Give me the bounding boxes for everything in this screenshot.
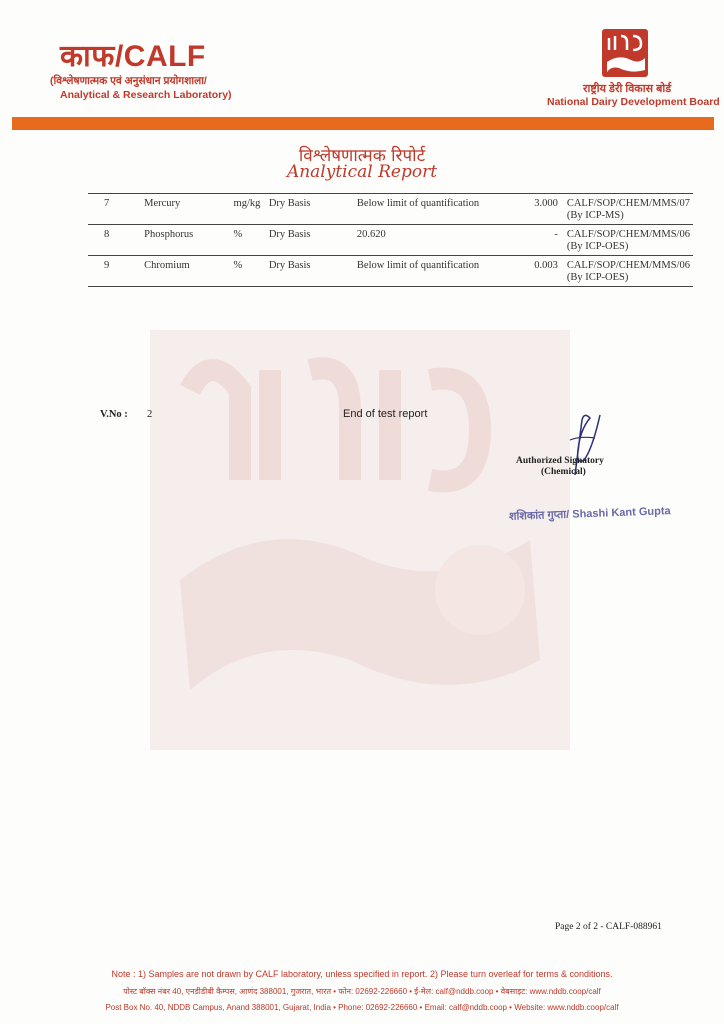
page-number: Page 2 of 2 - CALF-088961 bbox=[555, 922, 662, 932]
signatory-department: (Chemical) bbox=[541, 467, 586, 477]
table-row bbox=[88, 225, 693, 256]
header-divider-bar bbox=[12, 117, 714, 130]
report-title-english: Analytical Report bbox=[286, 162, 438, 182]
cell-basis: Dry Basis bbox=[268, 229, 311, 240]
nddb-english-name: National Dairy Development Board bbox=[547, 96, 720, 108]
cell-unit: % bbox=[233, 260, 243, 271]
results-table bbox=[88, 193, 693, 287]
cell-method: CALF/SOP/CHEM/MMS/06 (By ICP-OES) bbox=[566, 229, 690, 252]
cell-parameter: Chromium bbox=[144, 260, 190, 271]
table-row bbox=[88, 194, 693, 225]
end-of-report-text: End of test report bbox=[343, 408, 428, 420]
cell-lod: - bbox=[554, 229, 558, 240]
calf-logo-text: काफ/CALF bbox=[60, 40, 206, 73]
cell-result: 20.620 bbox=[356, 229, 386, 240]
table-row bbox=[88, 256, 693, 287]
cell-sno: 8 bbox=[104, 229, 110, 240]
authorized-signatory-label: Authorized Signatory bbox=[516, 456, 604, 466]
cell-sno: 7 bbox=[104, 198, 110, 209]
cell-unit: mg/kg bbox=[233, 198, 261, 209]
cell-parameter: Phosphorus bbox=[144, 229, 194, 240]
cell-result: Below limit of quantification bbox=[356, 260, 480, 271]
cell-method: CALF/SOP/CHEM/MMS/06 (By ICP-OES) bbox=[566, 260, 690, 283]
nddb-hindi-name: राष्ट्रीय डेरी विकास बोर्ड bbox=[583, 83, 672, 95]
cell-parameter: Mercury bbox=[144, 198, 181, 209]
footer-address-hindi: पोस्ट बॉक्स नंबर 40, एनडीडीबी कैम्पस, आणंद 388001, गुजरात, भारत • फोन: 02692-226660 • ई-मेल: calf@nddb.coop • वेबसाइट: www.nddb.coop/calf bbox=[123, 987, 601, 996]
nddb-logo-icon bbox=[601, 28, 649, 78]
cell-sno: 9 bbox=[104, 260, 110, 271]
version-label: V.No : bbox=[100, 409, 128, 420]
report-title-hindi: विश्लेषणात्मक रिपोर्ट bbox=[298, 146, 426, 166]
calf-hindi-subtitle: (विश्लेषणात्मक एवं अनुसंधान प्रयोगशाला/ bbox=[50, 75, 207, 87]
cell-lod: 0.003 bbox=[534, 260, 558, 271]
footer-address-english: Post Box No. 40, NDDB Campus, Anand 388001, Gujarat, India • Phone: 02692-226660 • Email: calf@nddb.coop • Website: www.nddb.coop/calf bbox=[105, 1003, 619, 1012]
cell-lod: 3.000 bbox=[534, 198, 558, 209]
cell-method: CALF/SOP/CHEM/MMS/07 (By ICP-MS) bbox=[566, 198, 690, 221]
cell-basis: Dry Basis bbox=[268, 260, 311, 271]
cell-result: Below limit of quantification bbox=[356, 198, 480, 209]
signatory-name-stamp: शशिकांत गुप्ता/ Shashi Kant Gupta bbox=[508, 505, 671, 523]
footer-note: Note : 1) Samples are not drawn by CALF laboratory, unless specified in report. 2) Please turn overleaf for terms & conditions. bbox=[111, 969, 613, 979]
calf-english-subtitle: Analytical & Research Laboratory) bbox=[60, 89, 232, 101]
cell-unit: % bbox=[233, 229, 243, 240]
version-value: 2 bbox=[147, 409, 153, 420]
nddb-watermark-logo bbox=[150, 330, 570, 750]
cell-basis: Dry Basis bbox=[268, 198, 311, 209]
